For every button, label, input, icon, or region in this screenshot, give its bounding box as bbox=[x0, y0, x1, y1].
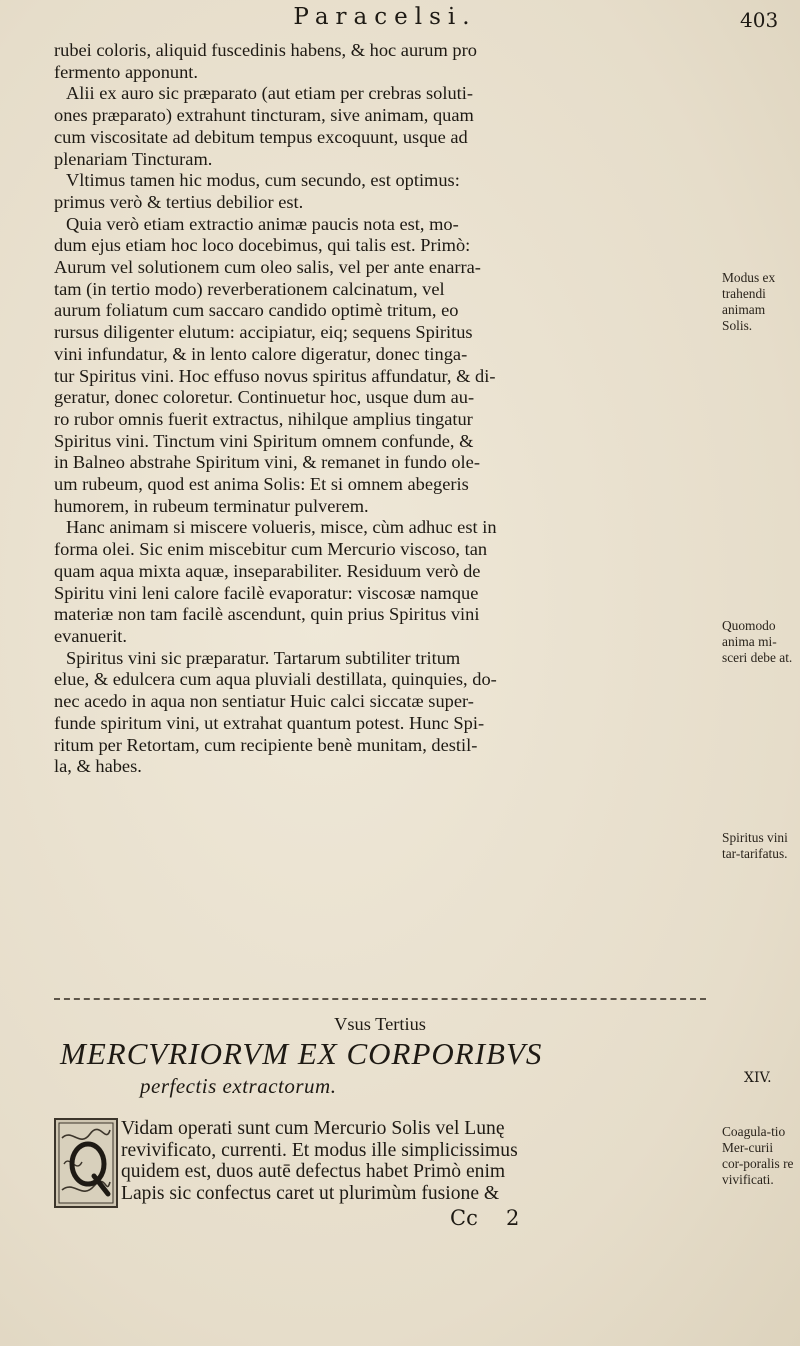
text-line: tur Spiritus vini. Hoc effuso novus spiritus affundatur, & di- bbox=[54, 365, 496, 386]
text-line: quam aqua mixta aquæ, inseparabiliter. Residuum verò de bbox=[54, 560, 481, 581]
text-line: geratur, donec coloretur. Continuetur hoc, usque dum au- bbox=[54, 387, 475, 408]
text-line: vini infundatur, & in lento calore digeratur, donec tinga- bbox=[54, 343, 468, 364]
text-line: ones præparato) extrahunt tincturam, sive animam, quam bbox=[54, 105, 474, 126]
section-divider bbox=[54, 998, 706, 1000]
text-line: materiæ non tam facilè ascendunt, quin prius Spiritus vini bbox=[54, 604, 480, 625]
section-subtitle: perfectis extractorum. bbox=[140, 1074, 337, 1098]
decorated-initial-q bbox=[54, 1118, 118, 1208]
text-line: tam (in tertio modo) reverberationem calcinatum, vel bbox=[54, 278, 445, 299]
text-line: plenariam Tincturam. bbox=[54, 148, 213, 169]
text-line: um rubeum, quod est anima Solis: Et si omnem abegeris bbox=[54, 474, 469, 495]
text-line: in Balneo abstrahe Spiritum vini, & remanet in fundo ole- bbox=[54, 452, 480, 473]
section-text bbox=[121, 1118, 709, 1205]
text-line: elue, & edulcera cum aqua pluviali destillata, quinquies, do- bbox=[54, 669, 497, 690]
catchword: Cc bbox=[450, 1206, 478, 1230]
text-line: Spiritus vini. Tinctum vini Spiritum omnem confunde, & bbox=[54, 430, 474, 451]
text-line: evanuerit. bbox=[54, 625, 128, 646]
marginal-note: Modus ex trahendi animam Solis. bbox=[722, 270, 776, 333]
text-line: ritum per Retortam, cum recipiente benè munitam, destil- bbox=[54, 734, 478, 755]
text-line: quidem est, duos autē defectus habet Primò enim bbox=[121, 1161, 506, 1183]
text-line: humorem, in rubeum terminatur pulverem. bbox=[54, 495, 369, 516]
text-line: revivificato, currenti. Et modus ille simplicissimus bbox=[121, 1139, 518, 1161]
running-head: Paracelsi. bbox=[293, 4, 477, 30]
marginal-note: Spiritus vini tar-tarifatus. bbox=[722, 830, 788, 861]
text-line: rubei coloris, aliquid fuscedinis habens, & hoc aurum pro bbox=[54, 40, 477, 60]
text-line: nec acedo in aqua non sentiatur Huic calci siccatæ super- bbox=[54, 691, 474, 712]
text-line: dum ejus etiam hoc loco docebimus, qui talis est. Primò: bbox=[54, 235, 471, 256]
marginal-note: Quomodo anima mi-sceri debe at. bbox=[722, 618, 793, 665]
text-line: forma olei. Sic enim miscebitur cum Mercurio viscoso, tan bbox=[54, 539, 488, 560]
signature-mark: 2 bbox=[506, 1206, 520, 1230]
text-line: Alii ex auro sic præparato (aut etiam per crebras soluti- bbox=[66, 83, 474, 104]
text-line: aurum foliatum cum saccaro candido optimè tritum, eo bbox=[54, 300, 459, 321]
text-line: cum viscositate ad debitum tempus excoquunt, usque ad bbox=[54, 126, 468, 147]
text-line: Spiritu vini leni calore facilè evaporatur: viscosæ namque bbox=[54, 582, 479, 603]
body-text bbox=[54, 40, 710, 778]
section-label: Vsus Tertius bbox=[334, 1014, 426, 1034]
text-line: funde spiritum vini, ut extrahat quantum potest. Hunc Spi- bbox=[54, 712, 485, 733]
marginal-note: Coagula-tio Mer-curii cor-poralis re vivificati. bbox=[722, 1124, 794, 1187]
ornament-icon bbox=[56, 1120, 116, 1206]
text-line: fermento apponunt. bbox=[54, 61, 199, 82]
text-line: Spiritus vini sic præparatur. Tartarum subtiliter tritum bbox=[66, 647, 461, 668]
text-line: Hanc animam si miscere volueris, misce, cùm adhuc est in bbox=[66, 517, 497, 538]
text-line: ro rubor omnis fuerit extractus, nihilque amplius tingatur bbox=[54, 408, 473, 429]
text-line: Vltimus tamen hic modus, cum secundo, est optimus: bbox=[66, 170, 460, 191]
text-line: Lapis sic confectus caret ut plurimùm fusione & bbox=[121, 1183, 500, 1205]
section-number: XIV. bbox=[744, 1070, 772, 1086]
text-line: la, & habes. bbox=[54, 756, 142, 777]
text-line: rursus diligenter elutum: accipiatur, eiq; sequens Spiritus bbox=[54, 322, 473, 343]
text-line: Aurum vel solutionem cum oleo salis, vel per ante enarra- bbox=[54, 257, 481, 278]
text-line: primus verò & tertius debilior est. bbox=[54, 191, 304, 212]
text-line: Quia verò etiam extractio animæ paucis nota est, mo- bbox=[66, 213, 459, 234]
page-number: 403 bbox=[740, 8, 779, 32]
section-title: MERCVRIORVM EX CORPORIBVS bbox=[60, 1036, 543, 1071]
text-line: Vidam operati sunt cum Mercurio Solis vel Lunę bbox=[121, 1118, 505, 1139]
